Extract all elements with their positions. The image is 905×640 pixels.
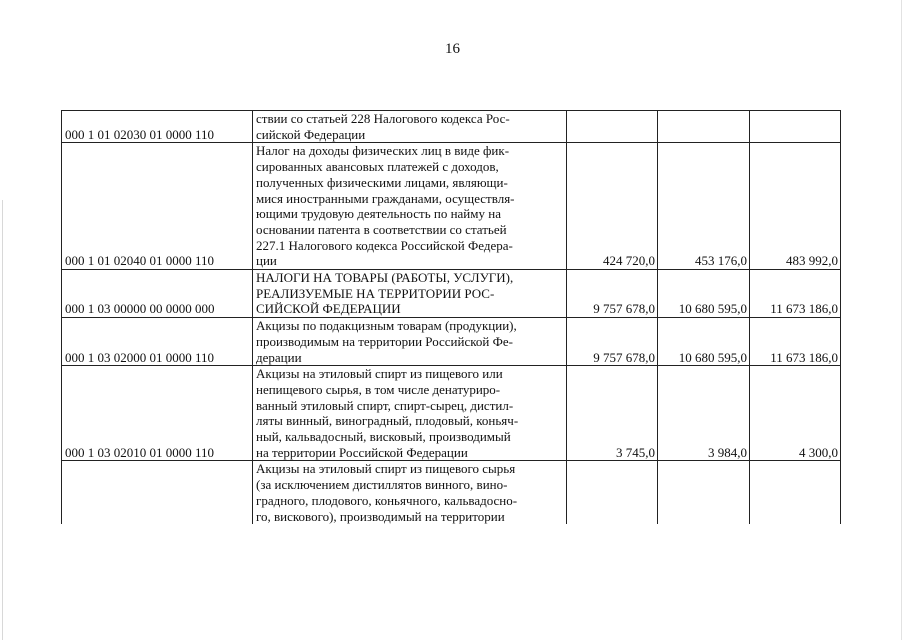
description-line: Акцизы на этиловый спирт из пищевого сырья: [256, 461, 516, 477]
budget-code-cell: 000 1 03 00000 00 0000 000: [62, 270, 253, 318]
amount-year-2-cell: 10 680 595,0: [658, 270, 750, 318]
scan-edge-right: [901, 0, 902, 640]
table-row: [62, 111, 841, 143]
description-line: мися иностранными гражданами, осуществля-: [256, 190, 515, 206]
amount-year-1-cell: 424 720,0: [567, 143, 658, 270]
amount-year-3-cell: [750, 111, 841, 143]
revenue-table: [61, 110, 841, 524]
description-line: градного, плодового, коньячного, кальвадосно-: [256, 492, 518, 508]
table-row: [62, 461, 841, 524]
amount-year-3-cell: [750, 461, 841, 524]
description-line: ный, кальвадосный, висковый, производимый: [256, 429, 511, 445]
description-line: ванный этиловый спирт, спирт-сырец, дистил-: [256, 397, 514, 413]
description-line: РЕАЛИЗУЕМЫЕ НА ТЕРРИТОРИИ РОС-: [256, 285, 495, 301]
budget-code-cell: 000 1 03 02010 01 0000 110: [62, 366, 253, 461]
description-line: Акцизы на этиловый спирт из пищевого или: [256, 366, 503, 382]
table-row: [62, 270, 841, 318]
budget-code-cell: 000 1 01 02040 01 0000 110: [62, 143, 253, 270]
description-line: СИЙСКОЙ ФЕДЕРАЦИИ: [256, 301, 401, 317]
description-line: НАЛОГИ НА ТОВАРЫ (РАБОТЫ, УСЛУГИ),: [256, 270, 514, 286]
description-line: Акцизы по подакцизным товарам (продукции),: [256, 318, 517, 334]
table-row: [62, 366, 841, 461]
amount-year-2-cell: 3 984,0: [658, 366, 750, 461]
table-row: [62, 143, 841, 270]
description-cell: [253, 111, 567, 143]
description-cell: [253, 461, 567, 524]
amount-year-1-cell: [567, 111, 658, 143]
amount-year-1-cell: 3 745,0: [567, 366, 658, 461]
amount-year-2-cell: 453 176,0: [658, 143, 750, 270]
description-line: на территории Российской Федерации: [256, 444, 468, 460]
description-line: ющими трудовую деятельность по найму на: [256, 206, 501, 222]
budget-code-cell: 000 1 03 02000 01 0000 110: [62, 318, 253, 366]
amount-year-2-cell: [658, 461, 750, 524]
budget-code-cell: [62, 461, 253, 524]
description-line: дерации: [256, 349, 302, 365]
description-line: полученных физическими лицами, являющи-: [256, 174, 508, 190]
amount-year-1-cell: 9 757 678,0: [567, 270, 658, 318]
amount-year-3-cell: 11 673 186,0: [750, 270, 841, 318]
description-cell: [253, 270, 567, 318]
description-line: (за исключением дистиллятов винного, вино-: [256, 477, 508, 493]
description-line: сийской Федерации: [256, 126, 366, 142]
description-line: сированных авансовых платежей с доходов,: [256, 159, 499, 175]
description-cell: [253, 143, 567, 270]
description-line: 227.1 Налогового кодекса Российской Федера-: [256, 237, 513, 253]
table-row: [62, 318, 841, 366]
page-number: 16: [445, 41, 460, 57]
amount-year-2-cell: [658, 111, 750, 143]
amount-year-3-cell: 11 673 186,0: [750, 318, 841, 366]
scan-edge-left: [2, 200, 3, 640]
budget-code-cell: 000 1 01 02030 01 0000 110: [62, 111, 253, 143]
amount-year-1-cell: 9 757 678,0: [567, 318, 658, 366]
description-line: производимым на территории Российской Фе-: [256, 333, 513, 349]
table-body: [62, 111, 841, 525]
description-line: ствии со статьей 228 Налогового кодекса Рос-: [256, 111, 510, 126]
amount-year-3-cell: 483 992,0: [750, 143, 841, 270]
description-line: Налог на доходы физических лиц в виде фик-: [256, 143, 510, 159]
description-cell: [253, 366, 567, 461]
amount-year-3-cell: 4 300,0: [750, 366, 841, 461]
description-line: ции: [256, 253, 277, 269]
description-line: ляты винный, виноградный, плодовый, коньяч-: [256, 413, 519, 429]
description-line: го, вискового), производимый на территории: [256, 508, 505, 524]
amount-year-1-cell: [567, 461, 658, 524]
description-cell: [253, 318, 567, 366]
description-line: основании патента в соответствии со статьей: [256, 221, 507, 237]
amount-year-2-cell: 10 680 595,0: [658, 318, 750, 366]
description-line: непищевого сырья, в том числе денатуриро-: [256, 381, 501, 397]
